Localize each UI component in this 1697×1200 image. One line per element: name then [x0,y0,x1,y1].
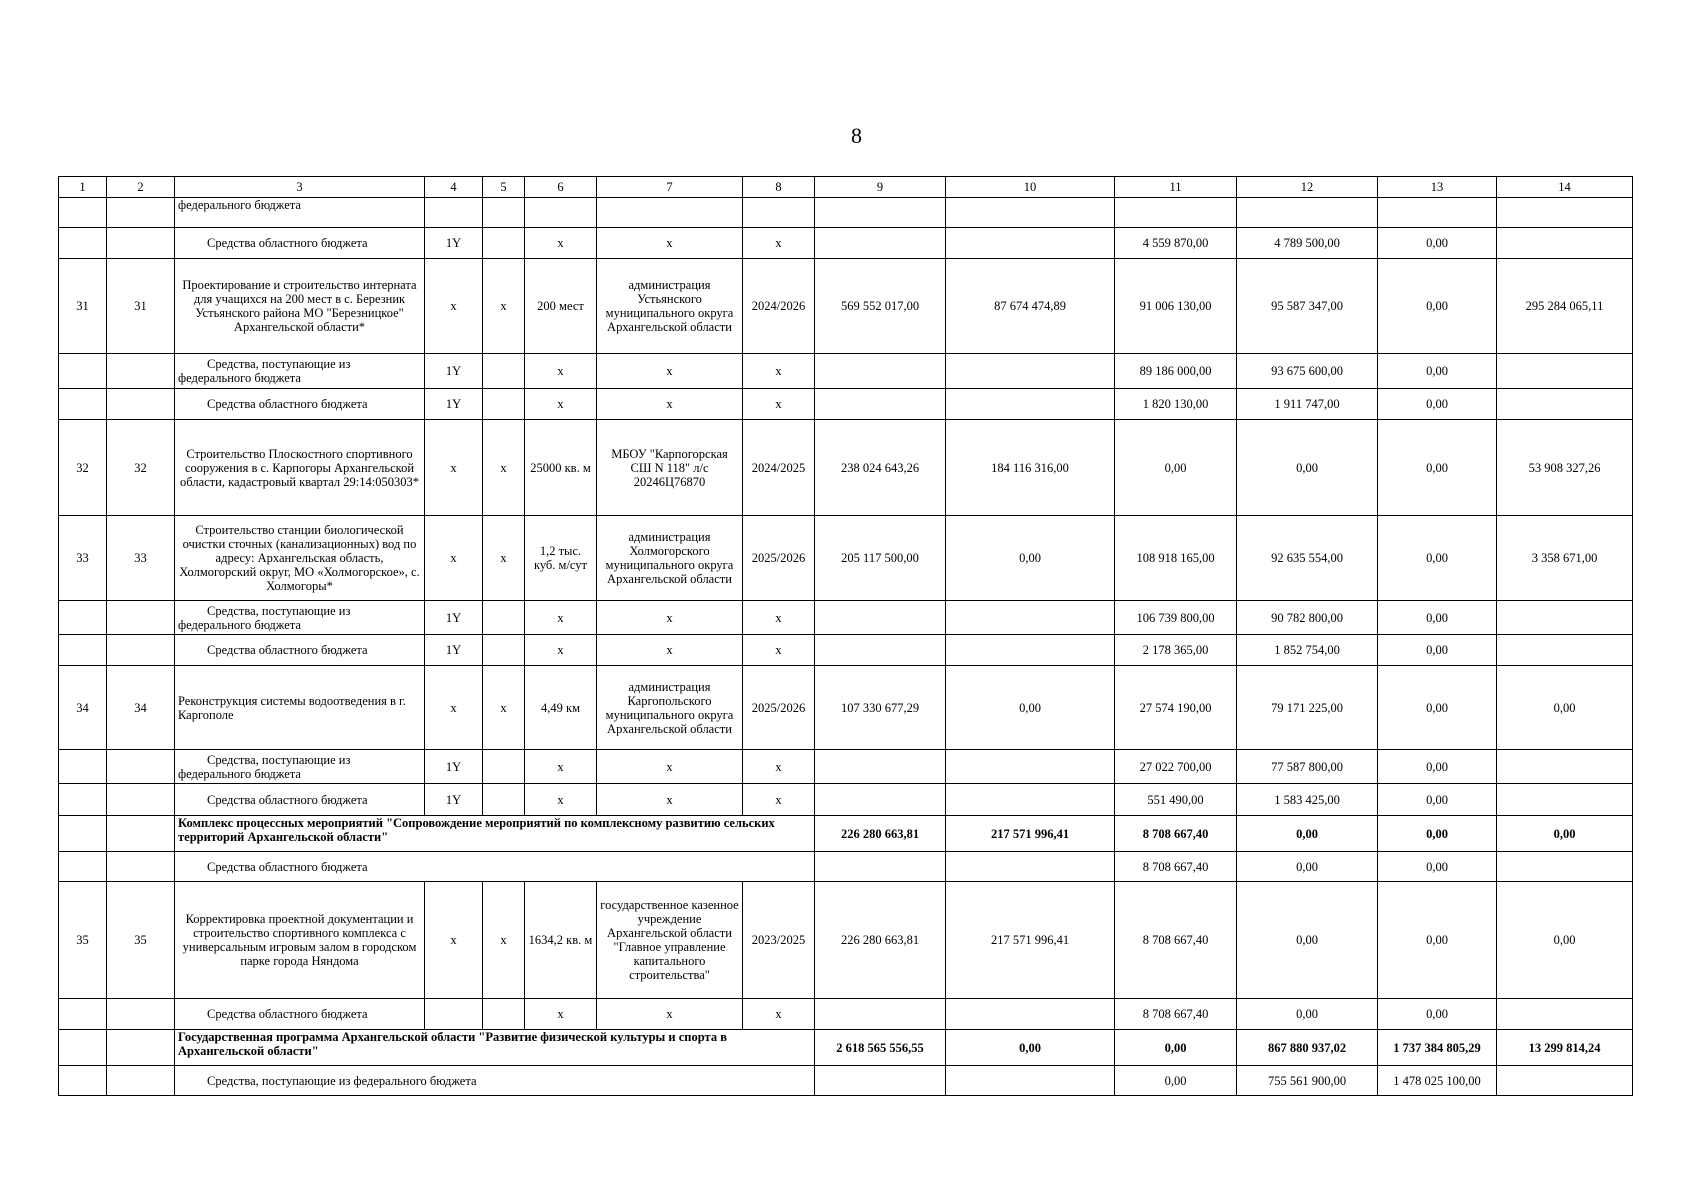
cell-c11: 0,00 [1115,1030,1237,1066]
table-row [59,999,1633,1030]
cell-c9 [815,198,946,228]
cell-num2: 33 [107,516,175,601]
cell-c13: 0,00 [1378,420,1497,516]
cell-c14 [1497,635,1633,666]
header-cell: 4 [425,177,483,198]
cell-num [59,354,107,389]
cell-num2 [107,635,175,666]
cell-c12 [1237,198,1378,228]
cell-c11: 2 178 365,00 [1115,635,1237,666]
cell-c11: 0,00 [1115,420,1237,516]
cell-c11: 27 022 700,00 [1115,750,1237,784]
cell-c6: 1,2 тыс. куб. м/сут [525,516,597,601]
cell-c9: 2 618 565 556,55 [815,1030,946,1066]
cell-name: Проектирование и строительство интерната для учащихся на 200 мест в с. Березник Устьянского района МО "Березницкое" Архангельской области* [175,259,425,354]
cell-num: 35 [59,882,107,999]
cell-c4: 1Y [425,354,483,389]
cell-num: 32 [59,420,107,516]
table-row [59,516,1633,601]
cell-c14 [1497,750,1633,784]
cell-c12: 1 852 754,00 [1237,635,1378,666]
cell-name: Средства, поступающие из федерального бюджета [175,601,425,635]
cell-c12: 0,00 [1237,816,1378,852]
cell-c14 [1497,852,1633,882]
cell-c13: 0,00 [1378,516,1497,601]
cell-c10 [946,354,1115,389]
cell-c14 [1497,601,1633,635]
cell-c11: 27 574 190,00 [1115,666,1237,750]
table-row [59,635,1633,666]
cell-c10 [946,1066,1115,1096]
budget-table [58,176,1633,1096]
cell-c10 [946,228,1115,259]
cell-c6: х [525,389,597,420]
cell-c6: х [525,750,597,784]
cell-c4: 1Y [425,601,483,635]
cell-c11: 8 708 667,40 [1115,999,1237,1030]
cell-name: Средства областного бюджета [175,389,425,420]
table-row [59,852,1633,882]
cell-c10: 0,00 [946,1030,1115,1066]
cell-num2 [107,228,175,259]
cell-num [59,198,107,228]
table-row [59,420,1633,516]
cell-num2: 35 [107,882,175,999]
cell-c5: х [483,666,525,750]
cell-c9 [815,389,946,420]
cell-c9: 226 280 663,81 [815,882,946,999]
table-row [59,784,1633,816]
cell-c6: 200 мест [525,259,597,354]
cell-c11: 108 918 165,00 [1115,516,1237,601]
cell-c6: х [525,601,597,635]
cell-c12: 92 635 554,00 [1237,516,1378,601]
cell-c4 [425,999,483,1030]
cell-num [59,389,107,420]
program-row [59,1030,1633,1066]
table-row [59,882,1633,999]
cell-c4: 1Y [425,750,483,784]
cell-c8: х [743,999,815,1030]
cell-c10: 87 674 474,89 [946,259,1115,354]
table-row [59,259,1633,354]
cell-c11: 91 006 130,00 [1115,259,1237,354]
cell-c8: х [743,635,815,666]
cell-c4: х [425,420,483,516]
cell-c6: 1634,2 кв. м [525,882,597,999]
cell-c10 [946,999,1115,1030]
cell-c10 [946,198,1115,228]
cell-c10 [946,852,1115,882]
cell-c7: х [597,750,743,784]
cell-c5: х [483,882,525,999]
cell-c7: х [597,228,743,259]
cell-c7: администрация Устьянского муниципального округа Архангельской области [597,259,743,354]
cell-c9 [815,354,946,389]
cell-c14: 53 908 327,26 [1497,420,1633,516]
cell-c14: 0,00 [1497,666,1633,750]
header-cell: 6 [525,177,597,198]
cell-c10: 217 571 996,41 [946,816,1115,852]
cell-c12: 90 782 800,00 [1237,601,1378,635]
cell-c5: х [483,516,525,601]
cell-c12: 93 675 600,00 [1237,354,1378,389]
cell-c8: х [743,389,815,420]
header-cell: 11 [1115,177,1237,198]
cell-c6: 4,49 км [525,666,597,750]
cell-c12: 1 583 425,00 [1237,784,1378,816]
cell-num: 34 [59,666,107,750]
cell-c13: 0,00 [1378,784,1497,816]
cell-name: федерального бюджета [175,198,425,228]
cell-c9 [815,1066,946,1096]
cell-c13: 0,00 [1378,816,1497,852]
cell-name: Средства, поступающие из федерального бюджета [175,750,425,784]
cell-c9 [815,601,946,635]
cell-c9: 569 552 017,00 [815,259,946,354]
cell-c8: 2024/2026 [743,259,815,354]
cell-c11: 0,00 [1115,1066,1237,1096]
cell-c11: 8 708 667,40 [1115,882,1237,999]
cell-c4: х [425,666,483,750]
header-cell: 5 [483,177,525,198]
cell-c14 [1497,198,1633,228]
cell-num2 [107,852,175,882]
cell-num2 [107,784,175,816]
header-cell: 1 [59,177,107,198]
cell-c4: 1Y [425,228,483,259]
cell-c9: 205 117 500,00 [815,516,946,601]
cell-name: Средства областного бюджета [175,852,815,882]
cell-c13: 0,00 [1378,750,1497,784]
cell-c13: 0,00 [1378,852,1497,882]
table-row [59,601,1633,635]
cell-c10 [946,750,1115,784]
cell-c8: х [743,750,815,784]
cell-c14 [1497,999,1633,1030]
cell-num2: 34 [107,666,175,750]
cell-c14 [1497,354,1633,389]
page-number: 8 [851,123,862,148]
cell-c7: х [597,999,743,1030]
cell-name: Средства, поступающие из федерального бюджета [175,1066,815,1096]
cell-num2: 32 [107,420,175,516]
cell-c11: 1 820 130,00 [1115,389,1237,420]
cell-c13: 0,00 [1378,259,1497,354]
table-row [59,354,1633,389]
table-row [59,228,1633,259]
cell-c13: 0,00 [1378,999,1497,1030]
cell-num2 [107,999,175,1030]
cell-c7: администрация Холмогорского муниципального округа Архангельской области [597,516,743,601]
table-row [59,198,1633,228]
header-cell: 14 [1497,177,1633,198]
cell-c6: х [525,999,597,1030]
cell-num2 [107,1066,175,1096]
cell-c9: 107 330 677,29 [815,666,946,750]
cell-name: Средства областного бюджета [175,999,425,1030]
header-cell: 3 [175,177,425,198]
header-row [59,177,1633,198]
cell-num2 [107,1030,175,1066]
cell-c14: 3 358 671,00 [1497,516,1633,601]
cell-c4: 1Y [425,784,483,816]
cell-c8: 2025/2026 [743,516,815,601]
cell-c5 [483,784,525,816]
cell-c5 [483,635,525,666]
cell-c11: 8 708 667,40 [1115,816,1237,852]
cell-name: Строительство Плоскостного спортивного сооружения в с. Карпогоры Архангельской области, кадастровый квартал 29:14:050303* [175,420,425,516]
cell-c13: 0,00 [1378,354,1497,389]
cell-c13: 0,00 [1378,666,1497,750]
cell-c9 [815,784,946,816]
cell-c12: 95 587 347,00 [1237,259,1378,354]
cell-name: Средства, поступающие из федерального бюджета [175,354,425,389]
table-row [59,750,1633,784]
section-title: Комплекс процессных мероприятий "Сопровождение мероприятий по комплексному развитию сельских территорий Архангельской области" [175,816,815,852]
cell-c10: 0,00 [946,516,1115,601]
cell-c13: 0,00 [1378,228,1497,259]
cell-c11: 551 490,00 [1115,784,1237,816]
cell-c9: 238 024 643,26 [815,420,946,516]
cell-c5 [483,999,525,1030]
cell-c14: 13 299 814,24 [1497,1030,1633,1066]
cell-c4: х [425,516,483,601]
cell-num: 33 [59,516,107,601]
cell-c10: 0,00 [946,666,1115,750]
header-cell: 9 [815,177,946,198]
cell-c13: 0,00 [1378,882,1497,999]
cell-num [59,228,107,259]
cell-num2: 31 [107,259,175,354]
table-row [59,389,1633,420]
cell-c12: 0,00 [1237,420,1378,516]
table-row [59,1066,1633,1096]
cell-c9 [815,999,946,1030]
cell-c8: 2024/2025 [743,420,815,516]
cell-name: Корректировка проектной документации и строительство спортивного комплекса с универсальным игровым залом в городском парке города Няндома [175,882,425,999]
cell-num [59,750,107,784]
cell-c5 [483,389,525,420]
cell-num [59,784,107,816]
cell-c7: х [597,784,743,816]
cell-c9 [815,228,946,259]
cell-c9 [815,852,946,882]
header-cell: 13 [1378,177,1497,198]
cell-c14 [1497,784,1633,816]
cell-c4: 1Y [425,389,483,420]
cell-c11: 89 186 000,00 [1115,354,1237,389]
header-cell: 10 [946,177,1115,198]
cell-num2 [107,389,175,420]
cell-c5: х [483,420,525,516]
cell-name: Строительство станции биологической очистки сточных (канализационных) вод по адресу: Архангельская область, Холмогорский округ, МО «Холмогорское», с. Холмогоры* [175,516,425,601]
cell-num [59,1066,107,1096]
cell-name: Средства областного бюджета [175,784,425,816]
cell-num2 [107,816,175,852]
cell-c10: 217 571 996,41 [946,882,1115,999]
cell-c14 [1497,389,1633,420]
cell-c8: х [743,784,815,816]
section-row [59,816,1633,852]
cell-c13 [1378,198,1497,228]
cell-c13: 1 737 384 805,29 [1378,1030,1497,1066]
cell-c6 [525,198,597,228]
header-cell: 2 [107,177,175,198]
cell-c12: 1 911 747,00 [1237,389,1378,420]
cell-c7: х [597,354,743,389]
cell-c10 [946,601,1115,635]
cell-c11: 4 559 870,00 [1115,228,1237,259]
cell-c10 [946,389,1115,420]
cell-c12: 0,00 [1237,999,1378,1030]
cell-c7: государственное казенное учреждение Архангельской области "Главное управление капитального строительства" [597,882,743,999]
cell-c11: 106 739 800,00 [1115,601,1237,635]
cell-c6: 25000 кв. м [525,420,597,516]
cell-num2 [107,601,175,635]
table-row [59,666,1633,750]
cell-num [59,601,107,635]
cell-c7: х [597,601,743,635]
cell-c5 [483,750,525,784]
cell-c14 [1497,228,1633,259]
cell-c10 [946,635,1115,666]
cell-c12: 77 587 800,00 [1237,750,1378,784]
cell-c14: 0,00 [1497,882,1633,999]
cell-c6: х [525,354,597,389]
cell-c6: х [525,228,597,259]
cell-c9: 226 280 663,81 [815,816,946,852]
cell-c14 [1497,1066,1633,1096]
cell-c9 [815,635,946,666]
cell-c7 [597,198,743,228]
cell-num [59,999,107,1030]
cell-c5: х [483,259,525,354]
cell-c5 [483,601,525,635]
cell-c11: 8 708 667,40 [1115,852,1237,882]
cell-c8: 2025/2026 [743,666,815,750]
cell-c12: 79 171 225,00 [1237,666,1378,750]
cell-c12: 755 561 900,00 [1237,1066,1378,1096]
cell-c12: 4 789 500,00 [1237,228,1378,259]
cell-c13: 0,00 [1378,389,1497,420]
cell-c11 [1115,198,1237,228]
cell-c5 [483,354,525,389]
cell-num [59,1030,107,1066]
cell-c4 [425,198,483,228]
cell-num: 31 [59,259,107,354]
program-title: Государственная программа Архангельской области "Развитие физической культуры и спорта в Архангельской области" [175,1030,815,1066]
cell-num [59,635,107,666]
cell-c6: х [525,635,597,666]
cell-num [59,852,107,882]
cell-c12: 0,00 [1237,882,1378,999]
cell-num [59,816,107,852]
header-cell: 7 [597,177,743,198]
cell-c7: х [597,389,743,420]
cell-c8: х [743,228,815,259]
cell-c10 [946,784,1115,816]
cell-c9 [815,750,946,784]
cell-num2 [107,750,175,784]
cell-c7: администрация Каргопольского муниципального округа Архангельской области [597,666,743,750]
cell-c14: 295 284 065,11 [1497,259,1633,354]
cell-c4: х [425,882,483,999]
cell-c13: 1 478 025 100,00 [1378,1066,1497,1096]
cell-c14: 0,00 [1497,816,1633,852]
cell-num2 [107,198,175,228]
cell-c8: 2023/2025 [743,882,815,999]
cell-c4: х [425,259,483,354]
cell-c5 [483,228,525,259]
cell-c12: 867 880 937,02 [1237,1030,1378,1066]
cell-c12: 0,00 [1237,852,1378,882]
cell-c5 [483,198,525,228]
cell-c13: 0,00 [1378,601,1497,635]
cell-c7: х [597,635,743,666]
cell-num2 [107,354,175,389]
cell-name: Реконструкция системы водоотведения в г. Каргополе [175,666,425,750]
header-cell: 8 [743,177,815,198]
cell-c7: МБОУ "Карпогорская СШ N 118" л/с 20246Ц76870 [597,420,743,516]
cell-c13: 0,00 [1378,635,1497,666]
cell-c8 [743,198,815,228]
cell-c10: 184 116 316,00 [946,420,1115,516]
cell-c4: 1Y [425,635,483,666]
cell-c6: х [525,784,597,816]
header-cell: 12 [1237,177,1378,198]
cell-c8: х [743,354,815,389]
cell-name: Средства областного бюджета [175,228,425,259]
cell-name: Средства областного бюджета [175,635,425,666]
cell-c8: х [743,601,815,635]
